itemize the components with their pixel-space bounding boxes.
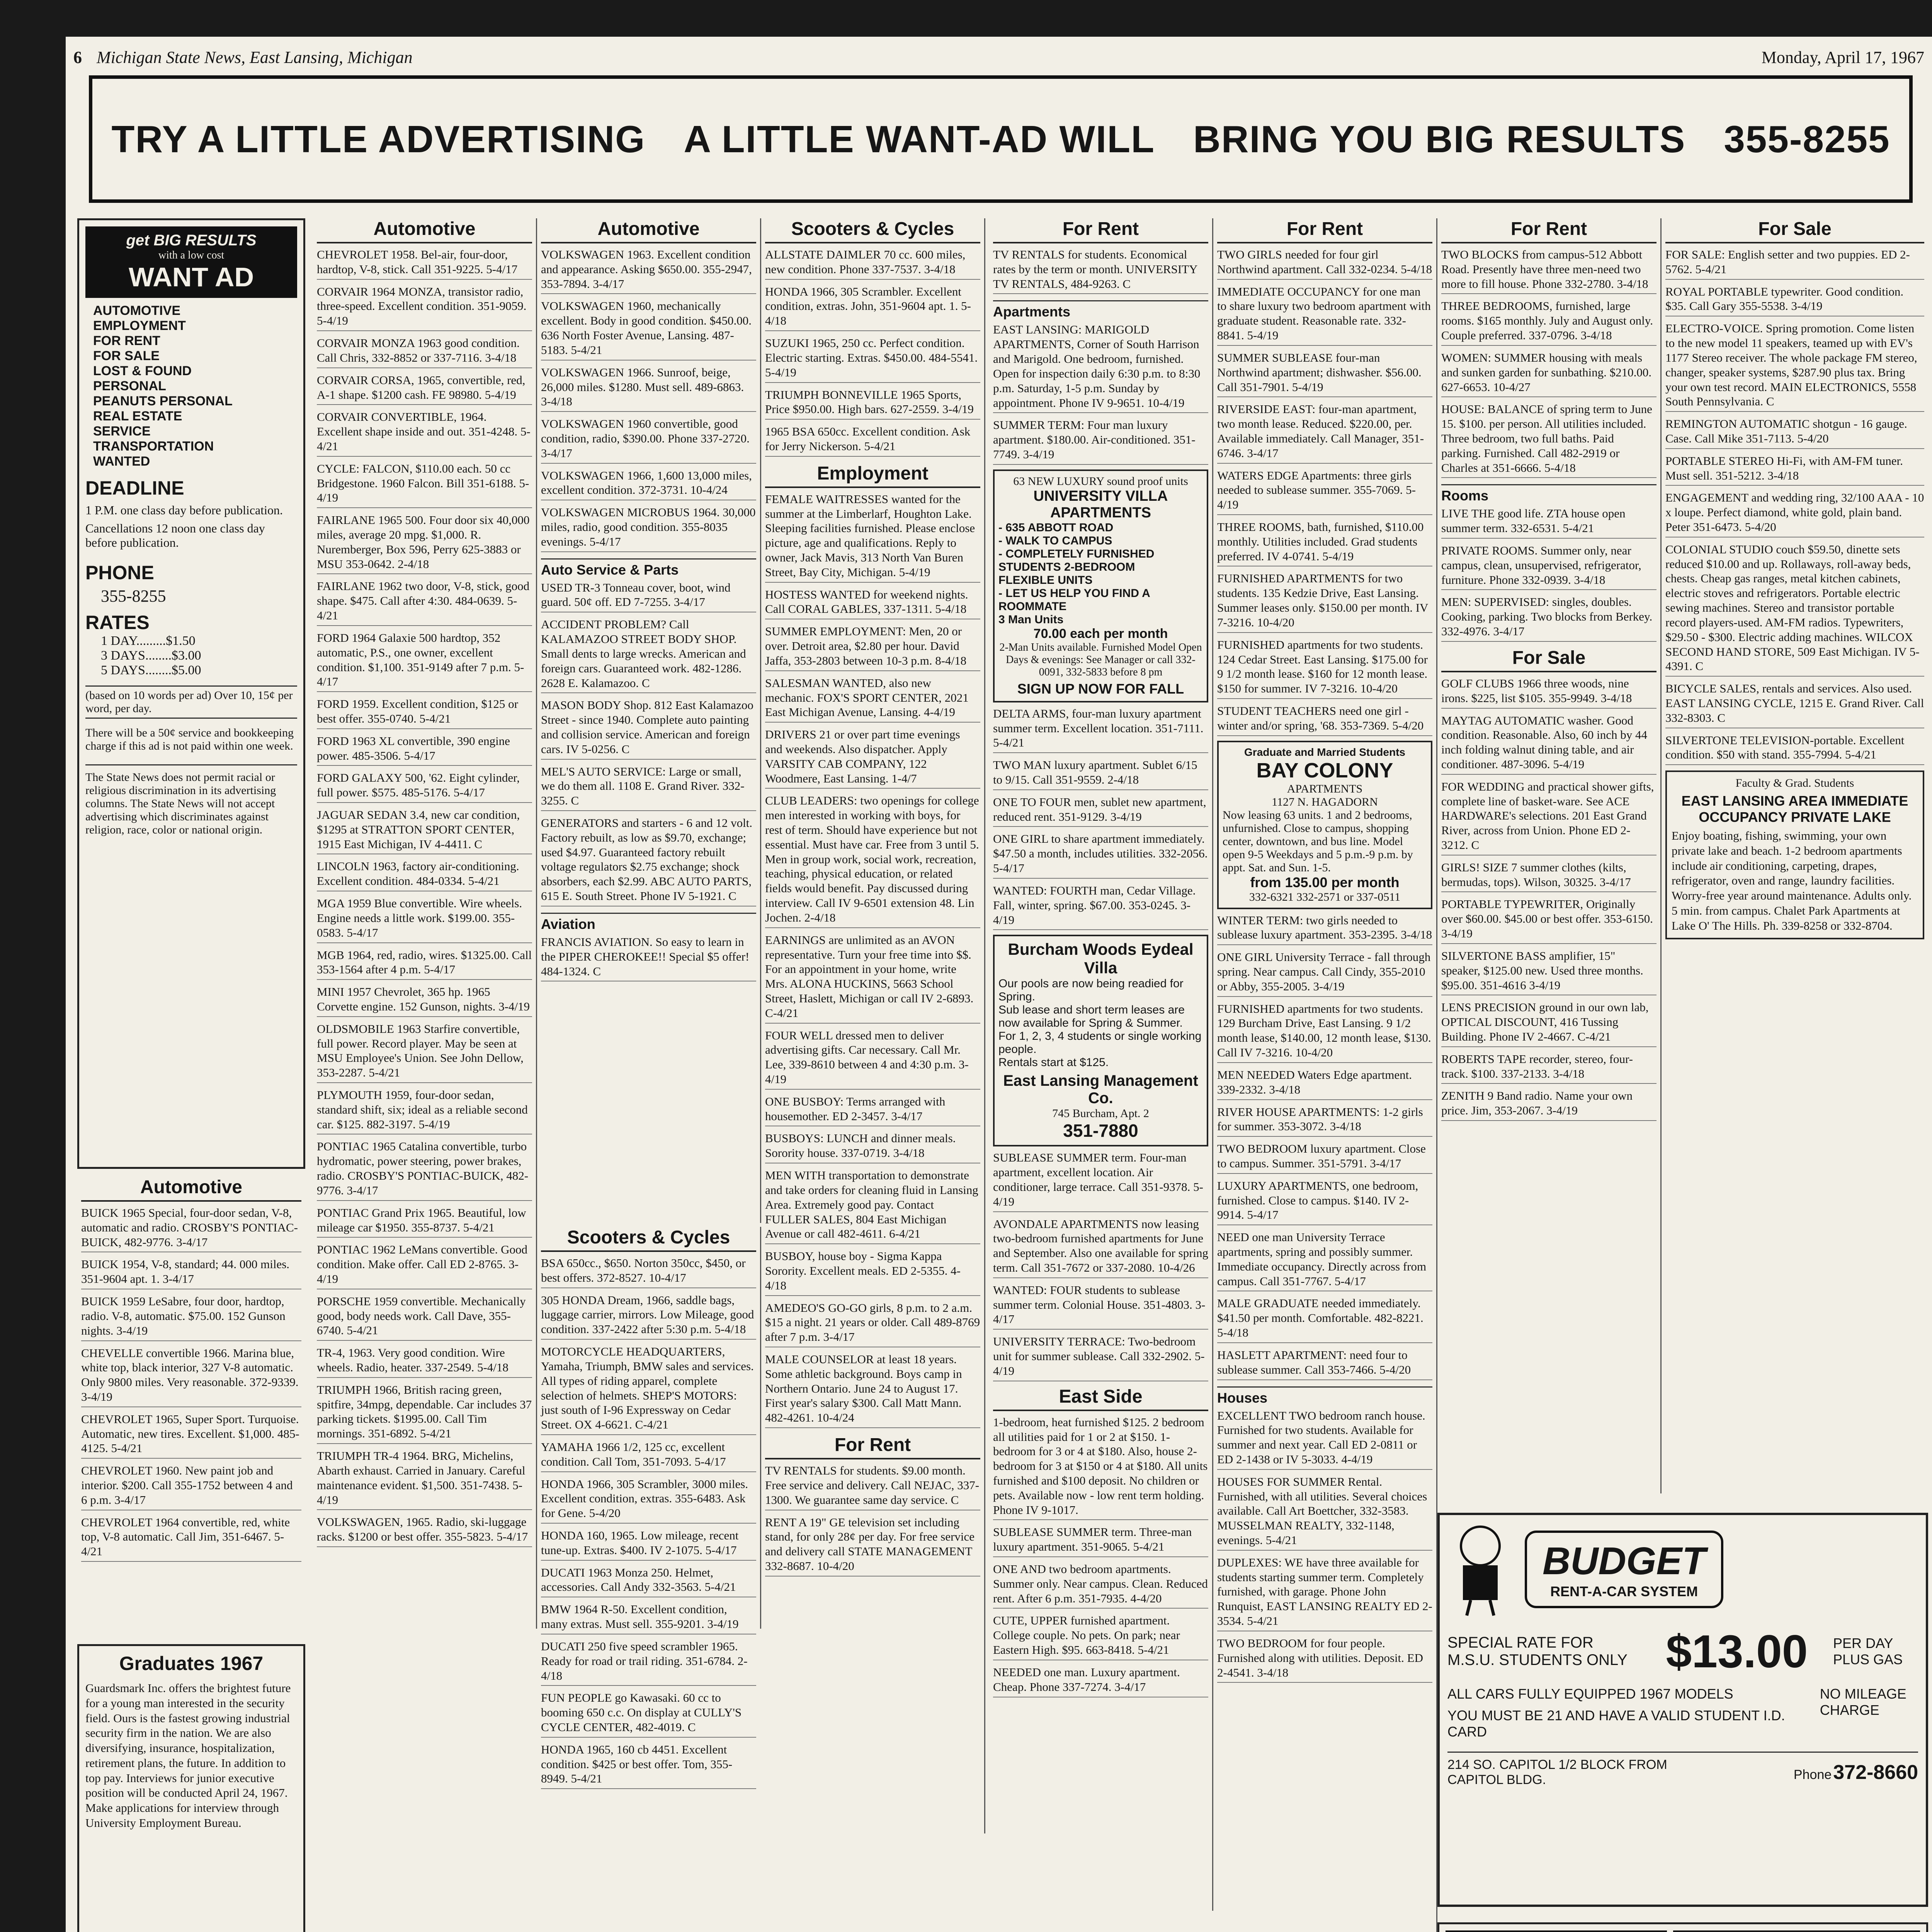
budget-special: SPECIAL RATE FOR M.S.U. STUDENTS ONLY <box>1447 1634 1628 1668</box>
classified-ad: ACCIDENT PROBLEM? Call KALAMAZOO STREET BODY SHOP. Small dents to large wrecks. American and foreign cars. Guaranteed work. 482-1286. 2628 E. Kalamazoo. C <box>541 617 756 693</box>
classified-ad: TWO BLOCKS from campus-512 Abbott Road. Presently have three men-need two more to fill house. Phone 332-2780. 3-4/18 <box>1441 247 1656 294</box>
budget-lines <box>1447 1686 1820 1740</box>
burcham-line: Rentals start at $125. <box>998 1056 1109 1069</box>
classified-ad: HOUSES FOR SUMMER Rental. Furnished, with all utilities. Several choices available. Call Art Boettcher, 332-3583. MUSSELMAN REALTY, 332-1148, evenings. 5-4/21 <box>1217 1475 1432 1551</box>
classified-ad: DUPLEXES: WE have three available for students starting summer term. Completely furnished, with garage. Phone John Runquist, EAST LANSING REALTY ED 2-3534. 5-4/21 <box>1217 1555 1432 1631</box>
paper-name: Michigan State News, East Lansing, Michigan <box>97 48 413 67</box>
classified-ad: FOUR WELL dressed men to deliver advertising gifts. Car necessary. Call Mr. Lee, 339-8610 between 4 and 4:30 p.m. 3-4/19 <box>765 1028 980 1090</box>
classified-ad: SUMMER EMPLOYMENT: Men, 20 or over. Detroit area, $2.80 per hour. David Jaffa, 353-2803 between 10-3 p.m. 8-4/18 <box>765 624 980 671</box>
banner-right: BRING YOU BIG RESULTS <box>1193 117 1686 160</box>
classified-ad: MOTORCYCLE HEADQUARTERS, Yamaha, Triumph, BMW sales and services. All types of riding apparel, complete selection of helmets. SHEP'S MOTORS: just south of I-96 Expressway on Cedar Street. OX 4-6621. C-4/21 <box>541 1344 756 1435</box>
classified-ad: HASLETT APARTMENT: need four to sublease summer. Call 353-7466. 5-4/20 <box>1217 1348 1432 1380</box>
classified-ad: VOLKSWAGEN 1960 convertible, good condition, radio, $390.00. Phone 337-2720. 3-4/17 <box>541 417 756 463</box>
rate-line: 1 DAY.........$1.50 <box>101 634 196 648</box>
budget-rent-a-car-ad <box>1437 1513 1928 1907</box>
classified-ad: TWO BEDROOM for four people. Furnished along with utilities. Deposit. ED 2-4541. 3-4/18 <box>1217 1636 1432 1683</box>
want-ad-logo <box>85 226 297 298</box>
classified-ad: FURNISHED APARTMENTS for two students. 135 Kedzie Drive, East Lansing. Summer leases only. $150.00 per month. IV 7-3216. 10-4/20 <box>1217 571 1432 633</box>
classified-ad: THREE ROOMS, bath, furnished, $110.00 monthly. Utilities included. Grad students preferred. IV 4-0741. 5-4/19 <box>1217 520 1432 566</box>
classified-ad: ELECTRO-VOICE. Spring promotion. Come listen to the new model 11 speakers, teamed up with EV's 1177 Stereo receiver. The whole package FM stereo, changer, speaker systems, $287.90 plus tax. Bring your own test record. MAIN ELECTRONICS, 5558 South Pennsylvania. C <box>1665 321 1924 412</box>
budget-logo-text: BUDGET <box>1543 1539 1706 1583</box>
budget-phone-label: Phone <box>1793 1767 1832 1782</box>
classified-ad: LUXURY APARTMENTS, one bedroom, furnished. Close to campus. $140. IV 2-9914. 5-4/17 <box>1217 1179 1432 1225</box>
banner-middle: A LITTLE WANT-AD WILL <box>684 117 1155 160</box>
bay-label: Graduate and Married Students <box>1244 746 1405 758</box>
classified-ad: PONTIAC 1965 Catalina convertible, turbo hydromatic, power steering, power brakes, radio. CROSBY'S PONTIAC-BUICK, 482-9776. 3-4/17 <box>317 1139 532 1201</box>
classified-ad: PORTABLE TYPEWRITER, Originally over $60.00. $45.00 or best offer. 353-6150. 3-4/19 <box>1441 897 1656 944</box>
classified-ad: ROBERTS TAPE recorder, stereo, four-track. $100. 337-2133. 3-4/18 <box>1441 1052 1656 1084</box>
classified-ad: FORD 1964 Galaxie 500 hardtop, 352 automatic, P.S., one owner, excellent condition. $1,100. 351-9149 after 7 p.m. 5-4/17 <box>317 631 532 692</box>
classified-ad: WATERS EDGE Apartments: three girls needed to sublease summer. 355-7069. 5-4/19 <box>1217 468 1432 515</box>
burcham-title: Burcham Woods Eydeal Villa <box>1008 940 1194 977</box>
budget-line: ALL CARS FULLY EQUIPPED 1967 MODELS <box>1447 1686 1733 1702</box>
classified-ad: GENERATORS and starters - 6 and 12 volt. Factory rebuilt, as low as $9.70, exchange; used $4.97. Guaranteed factory rebuilt voltage regulators $2.75 exchange; shock absorbers, each $2.99. ABC AUTO PARTS, 615 E. South Street. Phone IV 5-1921. C <box>541 816 756 906</box>
burcham-company: East Lansing Management Co. <box>1003 1072 1198 1107</box>
classified-ad: CUTE, UPPER furnished apartment. College couple. No pets. On park; near Eastern High. $95. 663-8418. 5-4/21 <box>993 1613 1208 1660</box>
classified-ad: ROYAL PORTABLE typewriter. Good condition. $35. Call Gary 355-5538. 3-4/19 <box>1665 284 1924 317</box>
classified-ad: JAGUAR SEDAN 3.4, new car condition, $1295 at STRATTON SPORT CENTER, 1915 East Michigan, IV 4-4411. C <box>317 808 532 854</box>
classified-ad: MINI 1957 Chevrolet, 365 hp. 1965 Corvette engine. 152 Gunson, nights. 3-4/19 <box>317 985 532 1017</box>
classified-ad: TWO BEDROOM luxury apartment. Close to campus. Summer. 351-5791. 3-4/17 <box>1217 1141 1432 1174</box>
bay-name: BAY COLONY <box>1256 759 1393 782</box>
classified-ad: SUMMER SUBLEASE four-man Northwind apartment; dishwasher. $56.00. Call 351-7901. 5-4/19 <box>1217 350 1432 397</box>
villa-cta: SIGN UP NOW FOR FALL <box>1017 680 1184 697</box>
classified-ad: 1965 BSA 650cc. Excellent condition. Ask for Jerry Nickerson. 5-4/21 <box>765 424 980 457</box>
budget-price: $13.00 <box>1666 1626 1808 1677</box>
for-rent-column-3 <box>1437 218 1662 1493</box>
classified-ad: HOSTESS WANTED for weekend nights. Call CORAL GABLES, 337-1311. 5-4/18 <box>765 587 980 620</box>
classified-ad: LIVE THE good life. ZTA house open summer term. 332-6531. 5-4/21 <box>1441 506 1656 539</box>
banner-left: TRY A LITTLE ADVERTISING <box>111 117 646 160</box>
classified-ad: TWO MAN luxury apartment. Sublet 6/15 to 9/15. Call 351-9559. 2-4/18 <box>993 758 1208 790</box>
cycles-employment-column <box>761 218 985 1833</box>
classified-ad: SILVERTONE BASS amplifier, 15" speaker, $125.00 new. Used three months. $95.00. 351-4616 3-4/19 <box>1441 949 1656 995</box>
crossword-title <box>1446 1930 1667 1932</box>
classified-ad: HONDA 1966, 305 Scrambler, 3000 miles. Excellent condition, extras. 355-6483. Ask for Gene. 5-4/20 <box>541 1477 756 1524</box>
ad-title: Graduates 1967 <box>119 1653 264 1674</box>
mascot-icon <box>1447 1523 1513 1616</box>
villa-line: - LET US HELP YOU FIND A ROOMMATE <box>998 587 1150 613</box>
classified-ad: ONE BUSBOY: Terms arranged with housemother. ED 2-3457. 3-4/17 <box>765 1094 980 1127</box>
budget-logo-row <box>1447 1523 1918 1616</box>
classified-ad: COLONIAL STUDIO couch $59.50, dinette sets reduced $10.00 and up. Rollaways, roll-away beds, chests. Cheap gas ranges, metal kitchen cabinets, electric stoves and refrigerators. Portable electric sewing machines. Stereo and transistor portable record players-used. AM-FM radios. Typewriters, $29.50 - $300. Electric adding machines. WILCOX SECOND HAND STORE, 509 East Michigan. IV 5-4391. C <box>1665 542 1924 677</box>
classified-ad: WOMEN: SUMMER housing with meals and sunken garden for sunbathing. $210.00. 627-6653. 10-4/27 <box>1441 350 1656 397</box>
classified-ad: CYCLE: FALCON, $110.00 each. 50 cc Bridgestone. 1960 Falcon. Bill 351-6188. 5-4/19 <box>317 461 532 508</box>
automotive-column-1 <box>313 218 537 1629</box>
logo-top: get BIG RESULTS <box>126 232 257 249</box>
phone-title: PHONE <box>85 562 154 583</box>
villa-line: - 635 ABBOTT ROAD <box>998 521 1114 534</box>
classified-ad: TV RENTALS for students. $9.00 month. Free service and delivery. Call NEJAC, 337-1300. We guarantee same day service. C <box>765 1463 980 1510</box>
category-item: EMPLOYMENT <box>93 318 186 333</box>
classified-ad: ONE GIRL University Terrace - fall through spring. Near campus. Call Cindy, 355-2010 or Abby, 355-2005. 3-4/19 <box>1217 950 1432 997</box>
lake-text: Enjoy boating, fishing, swimming, your own private lake and beach. 1-2 bedroom apartments include air conditioning, carpeting, drapes, refrigerator, oven and range, laundry facilities. Worry-free year around maintenance. Adults only. 5 min. from campus. Chalet Park Apartments at Lake O' The Hills. Ph. 339-8258 or 332-8704. <box>1672 829 1912 932</box>
classified-ad: PORTABLE STEREO Hi-Fi, with AM-FM tuner. Must sell. 351-5212. 3-4/18 <box>1665 454 1924 486</box>
classified-ad: SUMMER TERM: Four man luxury apartment. $180.00. Air-conditioned. 351-7749. 3-4/19 <box>993 418 1208 464</box>
classified-ad: USED TR-3 Tonneau cover, boot, wind guard. 50¢ off. ED 7-7255. 3-4/17 <box>541 580 756 613</box>
classified-ad: ZENITH 9 Band radio. Name your own price. Jim, 353-2067. 3-4/19 <box>1441 1088 1656 1121</box>
villa-line: 3 Man Units <box>998 613 1064 626</box>
classified-ad: MEL'S AUTO SERVICE: Large or small, we do them all. 1108 E. Grand River. 332-3255. C <box>541 764 756 811</box>
section-subhead: Rooms <box>1441 484 1656 504</box>
budget-details-row <box>1447 1686 1918 1740</box>
classified-ad: HONDA 1965, 160 cb 4451. Excellent condition. $425 or best offer. Tom, 355-8949. 5-4/21 <box>541 1742 756 1789</box>
classified-ad: 1-bedroom, heat furnished $125. 2 bedroom all utilities paid for 1 or 2 at $150. 1-bedroom for 3 or 4 at $180. Also, house 2-bedroom for 3 at $150 or 4 at $180. All units furnished and $100 deposit. No children or pets. Available now - low rent term holding. Phone IV 9-1017. <box>993 1415 1208 1520</box>
classified-ad: ONE AND two bedroom apartments. Summer only. Near campus. Clean. Reduced rent. After 6 p.m. 351-7935. 4-4/20 <box>993 1562 1208 1609</box>
classified-ad: VOLKSWAGEN 1966. Sunroof, beige, 26,000 miles. $1280. Must sell. 489-6863. 3-4/18 <box>541 365 756 412</box>
for-sale-column <box>1662 218 1928 1493</box>
classified-ad: FORD 1959. Excellent condition, $125 or best offer. 355-0740. 5-4/21 <box>317 697 532 729</box>
classified-ad: SUBLEASE SUMMER term. Four-man apartment, excellent location. Air conditioner, large terrace. Call 351-9378. 5-4/19 <box>993 1150 1208 1212</box>
classified-ad: PONTIAC Grand Prix 1965. Beautiful, low mileage car $1950. 355-8737. 5-4/21 <box>317 1206 532 1238</box>
classified-ad: AVONDALE APARTMENTS now leasing two-bedroom furnished apartments for June and September. Also one available for spring term. Call 351-7672 or 337-2080. 10-4/26 <box>993 1217 1208 1278</box>
classified-ad: EAST LANSING: MARIGOLD APARTMENTS, Corner of South Harrison and Marigold. One bedroom, furnished. Open for inspection daily 6:30 p.m. to 8:30 p.m. Saturday, 1-5 p.m. Sunday by appointment. Phone IV 9-9651. 10-4/19 <box>993 322 1208 413</box>
classified-ad: UNIVERSITY TERRACE: Two-bedroom unit for summer sublease. Call 332-2902. 5-4/19 <box>993 1334 1208 1381</box>
budget-no-mileage: NO MILEAGE CHARGE <box>1820 1686 1906 1718</box>
info-phone: 355-8255 <box>101 587 166 605</box>
classified-ad: REMINGTON AUTOMATIC shotgun - 16 gauge. Case. Call Mike 351-7113. 5-4/20 <box>1665 417 1924 449</box>
private-lake-ad <box>1665 770 1924 939</box>
rate-line: 5 DAYS........$5.00 <box>101 663 201 677</box>
classified-ad: RIVER HOUSE APARTMENTS: 1-2 girls for summer. 353-3072. 3-4/18 <box>1217 1105 1432 1137</box>
classified-ad: WINTER TERM: two girls needed to sublease luxury apartment. 353-2395. 3-4/18 <box>1217 913 1432 946</box>
classified-ad: BUSBOY, house boy - Sigma Kappa Sorority. Excellent meals. ED 2-5355. 4-4/18 <box>765 1249 980 1296</box>
classified-ad: BUSBOYS: LUNCH and dinner meals. Sorority house. 337-0719. 3-4/18 <box>765 1131 980 1163</box>
scooters-lower-column <box>537 1227 761 1786</box>
automotive-column-2 <box>537 218 761 1223</box>
classified-ad: EXCELLENT TWO bedroom ranch house. Furnished for two students. Available for summer and next year. Call ED 2-0811 or ED 2-1438 or IV 5-3033. 4-4/19 <box>1217 1408 1432 1470</box>
classified-ad: HONDA 1966, 305 Scrambler. Excellent condition, extras. John, 351-9604 apt. 1. 5-4/18 <box>765 284 980 331</box>
classified-ad: MEN WITH transportation to demonstrate and take orders for cleaning fluid in Lansing Area. Extremely good pay. Contact FULLER SALES, 804 East Michigan Avenue or call 482-4611. 6-4/21 <box>765 1168 980 1244</box>
classified-ad: TRIUMPH 1966, British racing green, spitfire, 34mpg, dependable. Car includes 37 parking tickets. $1995.00. Call Tim mornings. 351-6892. 5-4/21 <box>317 1383 532 1444</box>
section-subhead: Aviation <box>541 913 756 932</box>
classified-ad: CHEVROLET 1960. New paint job and interior. $200. Call 355-1752 between 4 and 6 p.m. 3-4/17 <box>81 1463 301 1510</box>
classified-ad: PLYMOUTH 1959, four-door sedan, standard shift, six; ideal as a reliable second car. $125. 882-3197. 5-4/19 <box>317 1088 532 1134</box>
classified-ad: OLDSMOBILE 1963 Starfire convertible, full power. Record player. May be seen at MSU Employee's Union. See John Dellow, 353-2287. 5-4/21 <box>317 1022 532 1083</box>
burcham-phone: 351-7880 <box>1063 1121 1138 1141</box>
category-item: FOR SALE <box>93 349 160 363</box>
lake-label: Faculty & Grad. Students <box>1735 777 1854 790</box>
classified-ad: FRANCIS AVIATION. So easy to learn in the PIPER CHEROKEE!! Special $5 offer! 484-1324. C <box>541 935 756 981</box>
classified-ad: THREE BEDROOMS, furnished, large rooms. $165 monthly. July and August only. Couple preferred. 337-0796. 3-4/18 <box>1441 299 1656 345</box>
villa-note: 2-Man Units available. Furnished Model Open Days & evenings: See Manager or call 332-0091, 332-5833 before 8 pm <box>999 641 1202 678</box>
classified-ad: PRIVATE ROOMS. Summer only, near campus, clean, unsupervised, refrigerator, furniture. Phone 332-0939. 3-4/18 <box>1441 543 1656 590</box>
classified-ad: LENS PRECISION ground in our own lab, OPTICAL DISCOUNT, 416 Tussing Building. Phone IV 2-4667. C-4/21 <box>1441 1000 1656 1047</box>
classified-ad: FORD 1963 XL convertible, 390 engine power. 485-3506. 5-4/17 <box>317 734 532 766</box>
classified-ad: VOLKSWAGEN 1963. Excellent condition and appearance. Asking $650.00. 355-2947, 353-7894. 3-4/17 <box>541 247 756 294</box>
classified-ad: GOLF CLUBS 1966 three woods, nine irons. $225, list $105. 355-9949. 3-4/18 <box>1441 676 1656 709</box>
budget-footer <box>1447 1752 1918 1787</box>
burcham-features <box>998 977 1203 1069</box>
classified-ad: TRIUMPH BONNEVILLE 1965 Sports, Price $950.00. High bars. 627-2559. 3-4/19 <box>765 388 980 420</box>
classified-ad: WANTED: FOURTH man, Cedar Village. Fall, winter, spring. $67.00. 353-0245. 3-4/19 <box>993 883 1208 930</box>
classified-ad: MEN NEEDED Waters Edge apartment. 339-2332. 3-4/18 <box>1217 1068 1432 1100</box>
budget-address: 214 SO. CAPITOL 1/2 BLOCK FROM CAPITOL BLDG. <box>1447 1757 1667 1787</box>
burcham-line: For 1, 2, 3, 4 students or single working people. <box>998 1030 1202 1056</box>
classified-ad: MAYTAG AUTOMATIC washer. Good condition. Reasonable. Also, 60 inch by 44 inch folding walnut dining table, and air conditioner. 487-3096. 5-4/19 <box>1441 713 1656 775</box>
burcham-line: Sub lease and short term leases are now available for Spring & Summer. <box>998 1003 1185 1030</box>
logo-tag: with a low cost <box>158 249 224 261</box>
classified-ad: CORVAIR 1964 MONZA, transistor radio, three-speed. Excellent condition. 351-9059. 5-4/19 <box>317 284 532 331</box>
category-item: SERVICE <box>93 424 151 439</box>
section-head: Scooters & Cycles <box>765 218 980 243</box>
classified-ad: STUDENT TEACHERS need one girl - winter and/or spring, '68. 353-7369. 5-4/20 <box>1217 704 1432 736</box>
classified-ad: PORSCHE 1959 convertible. Mechanically good, body needs work. Call Dave, 355-6740. 5-4/21 <box>317 1294 532 1341</box>
page-number: 6 <box>73 48 82 67</box>
classified-ad: DELTA ARMS, four-man luxury apartment summer term. Excellent location. 351-7111. 5-4/21 <box>993 706 1208 753</box>
classified-ad: FURNISHED apartments for two students. 129 Burcham Drive, East Lansing. 9 1/2 month lease, $140.00, 12 month lease, $130. Call IV 7-3216. 10-4/20 <box>1217 1002 1432 1063</box>
classified-ad: TWO GIRLS needed for four girl Northwind apartment. Call 332-0234. 5-4/18 <box>1217 247 1432 280</box>
deadline-text: 1 P.M. one class day before publication. <box>85 503 283 517</box>
classified-ad: DUCATI 1963 Monza 250. Helmet, accessories. Call Andy 332-3563. 5-4/21 <box>541 1565 756 1598</box>
villa-line: FLEXIBLE UNITS <box>998 573 1093 587</box>
category-item: WANTED <box>93 454 150 469</box>
classified-ad: LINCOLN 1963, factory air-conditioning. Excellent condition. 484-0334. 5-4/21 <box>317 859 532 891</box>
section-subhead: Auto Service & Parts <box>541 558 756 578</box>
classified-ad: ENGAGEMENT and wedding ring, 32/100 AAA - 10 x loupe. Perfect diamond, white gold, plain band. Peter 351-6473. 5-4/20 <box>1665 490 1924 537</box>
classified-ad: 305 HONDA Dream, 1966, saddle bags, luggage carrier, mirrors. Low Mileage, good condition. 337-2422 after 5:30 p.m. 5-4/18 <box>541 1293 756 1340</box>
budget-phone: 372-8660 <box>1833 1761 1918 1784</box>
classified-ad: BMW 1964 R-50. Excellent condition, many extras. Must sell. 355-9201. 3-4/19 <box>541 1602 756 1634</box>
section-subhead: Apartments <box>993 300 1208 320</box>
classified-ad: BUICK 1959 LeSabre, four door, hardtop, radio. V-8, automatic. $75.00. 152 Gunson nights. 3-4/19 <box>81 1294 301 1341</box>
for-rent-column-2 <box>1213 218 1437 1932</box>
advertising-banner <box>89 75 1913 203</box>
cancel-text: Cancellations 12 noon one class day before publication. <box>85 521 265 549</box>
logo-text: WANT AD <box>128 262 254 292</box>
automotive-lower-column <box>77 1177 305 1558</box>
classified-ad: MASON BODY Shop. 812 East Kalamazoo Street - since 1940. Complete auto painting and collision service. American and foreign cars. IV 5-0256. C <box>541 698 756 759</box>
deadline-title: DEADLINE <box>85 477 184 499</box>
classified-ad: BICYCLE SALES, rentals and services. Also used. EAST LANSING CYCLE, 1215 E. Grand River. Call 332-8303. C <box>1665 681 1924 728</box>
crossword-clues-left <box>1446 1930 1667 1932</box>
bay-phones: 332-6321 332-2571 or 337-0511 <box>1249 890 1401 903</box>
budget-logo-sub: RENT-A-CAR SYSTEM <box>1550 1583 1698 1599</box>
classified-ad: VOLKSWAGEN, 1965. Radio, ski-luggage racks. $1200 or best offer. 355-5823. 5-4/17 <box>317 1515 532 1547</box>
classified-ad: GIRLS! SIZE 7 summer clothes (kilts, bermudas, tops). Wilson, 30325. 3-4/17 <box>1441 860 1656 893</box>
service-note: There will be a 50¢ service and bookkeeping charge if this ad is not paid within one week. <box>85 726 294 752</box>
classified-ad: PONTIAC 1962 LeMans convertible. Good condition. Make offer. Call ED 2-8765. 3-4/19 <box>317 1242 532 1289</box>
want-ad-info-box <box>77 218 305 1169</box>
budget-logo <box>1525 1531 1723 1608</box>
classified-ad: BUICK 1965 Special, four-door sedan, V-8, automatic and radio. CROSBY'S PONTIAC-BUICK, 482-9776. 3-4/17 <box>81 1206 301 1252</box>
for-rent-column-1 <box>989 218 1213 1911</box>
section-head: For Rent <box>1217 218 1432 243</box>
section-head: Automotive <box>81 1177 301 1202</box>
rates-note: (based on 10 words per ad) Over 10, 15¢ per word, per day. <box>85 685 297 719</box>
crossword-top <box>1446 1930 1920 1932</box>
villa-line: - COMPLETELY FURNISHED STUDENTS 2-BEDROOM <box>998 547 1155 573</box>
graduates-1967-ad <box>77 1644 305 1932</box>
classified-ad: RIVERSIDE EAST: four-man apartment, two month lease. Reduced. $220.00, per. Available immediately. Call Manager, 351-6746. 3-4/17 <box>1217 402 1432 463</box>
rate-line: 3 DAYS........$3.00 <box>101 648 201 663</box>
burcham-line: Our pools are now being readied for Spring. <box>998 977 1184 1003</box>
classified-ad: CHEVROLET 1958. Bel-air, four-door, hardtop, V-8, stick. Call 351-9225. 5-4/17 <box>317 247 532 280</box>
classified-ad: SILVERTONE TELEVISION-portable. Excellent condition. $50 with stand. 355-7994. 5-4/21 <box>1665 733 1924 765</box>
burcham-woods-ad <box>993 935 1208 1146</box>
classified-ad: VOLKSWAGEN 1966, 1,600 13,000 miles, excellent condition. 372-3731. 10-4/24 <box>541 468 756 501</box>
category-item: AUTOMOTIVE <box>93 303 181 318</box>
villa-top: 63 NEW LUXURY sound proof units <box>1013 474 1188 488</box>
bay-text: Now leasing 63 units. 1 and 2 bedrooms, unfurnished. Close to campus, shopping center, downtown, and bus line. Model open 9-5 Weekdays and 5 p.m.-9 p.m. by appt. Sat. and Sun. 1-5. <box>1223 808 1413 874</box>
ad-body: Guardsmark Inc. offers the brightest future for a young man interested in the security field. Ours is the fastest growing industrial security firm in the nation. We are also diversifying, insurance, hospitalization, retirement plans, the future. In addition to top pay. Interviews for junior executive position will be conducted April 24, 1967. Make applications for interview through University Employment Bureau. <box>85 1681 291 1830</box>
classified-ad: FORD GALAXY 500, '62. Eight cylinder, full power. $575. 485-5176. 5-4/17 <box>317 770 532 803</box>
classified-ad: VOLKSWAGEN MICROBUS 1964. 30,000 miles, radio, good condition. 355-8035 evenings. 5-4/17 <box>541 505 756 552</box>
classified-ad: BSA 650cc., $650. Norton 350cc, $450, or best offers. 372-8527. 10-4/17 <box>541 1256 756 1288</box>
category-item: LOST & FOUND <box>93 364 192 378</box>
solution-grid <box>1673 1930 1920 1932</box>
newspaper-page <box>66 37 1932 1932</box>
classified-ad: AMEDEO'S GO-GO girls, 8 p.m. to 2 a.m. $15 a night. 21 years or older. Call 489-8769 after 7 p.m. 3-4/17 <box>765 1301 980 1347</box>
bay-address: 1127 N. HAGADORN <box>1272 795 1378 808</box>
classified-ad: TRIUMPH TR-4 1964. BRG, Michelins, Abarth exhaust. Carried in January. Careful maintenance evident. $1,500. 351-7438. 5-4/19 <box>317 1449 532 1510</box>
category-item: PERSONAL <box>93 379 166 393</box>
category-item: TRANSPORTATION <box>93 439 214 454</box>
section-head: For Rent <box>765 1434 980 1459</box>
section-head: For Rent <box>1441 218 1656 243</box>
villa-price: 70.00 each per month <box>1033 626 1168 641</box>
classified-ad: WANTED: FOUR students to sublease summer term. Colonial House. 351-4803. 3-4/17 <box>993 1283 1208 1330</box>
classified-ad: SUBLEASE SUMMER term. Three-man luxury apartment. 351-9065. 5-4/21 <box>993 1525 1208 1557</box>
section-head: Automotive <box>541 218 756 243</box>
classified-ad: CORVAIR MONZA 1963 good condition. Call Chris, 332-8852 or 337-7116. 3-4/18 <box>317 336 532 368</box>
section-head: For Rent <box>993 218 1208 243</box>
classified-ad: MEN: SUPERVISED: singles, doubles. Cooking, parking. Two blocks from Berkey. 332-4976. 3-4/17 <box>1441 595 1656 641</box>
section-head: Employment <box>765 463 980 488</box>
section-head: Automotive <box>317 218 532 243</box>
villa-features <box>998 521 1203 626</box>
classified-ad: FOR SALE: English setter and two puppies. ED 2-5762. 5-4/21 <box>1665 247 1924 280</box>
classified-ad: CHEVROLET 1964 convertible, red, white top, V-8 automatic. Call Jim, 351-6467. 5-4/21 <box>81 1515 301 1562</box>
classified-ad: BUICK 1954, V-8, standard; 44. 000 miles. 351-9604 apt. 1. 3-4/17 <box>81 1257 301 1289</box>
budget-price-row <box>1447 1625 1918 1678</box>
budget-per: PER DAY PLUS GAS <box>1833 1635 1903 1667</box>
issue-date: Monday, April 17, 1967 <box>1761 48 1924 67</box>
classified-ad: CORVAIR CORSA, 1965, convertible, red, A-1 shape. $1200 cash. FE 98980. 5-4/19 <box>317 373 532 405</box>
bay-sub: APARTMENTS <box>1287 782 1363 795</box>
classified-ad: DRIVERS 21 or over part time evenings and weekends. Also dispatcher. Apply VARSITY CAB COMPANY, 122 Woodmere, East Lansing. 1-4/7 <box>765 727 980 789</box>
classified-ad: ALLSTATE DAIMLER 70 cc. 600 miles, new condition. Phone 337-7537. 3-4/18 <box>765 247 980 280</box>
classified-ad: ONE TO FOUR men, sublet new apartment, reduced rent. 351-9129. 3-4/19 <box>993 795 1208 827</box>
category-list <box>93 303 297 469</box>
classified-ad: NEEDED one man. Luxury apartment. Cheap. Phone 337-7274. 3-4/17 <box>993 1665 1208 1697</box>
classified-ad: FAIRLANE 1965 500. Four door six 40,000 miles, average 20 mpg. $1,000. R. Nuremberger, Box 596, Perry 625-3883 or MSU 353-0642. 2-4/18 <box>317 513 532 574</box>
section-subhead: Houses <box>1217 1386 1432 1406</box>
classified-ad: TR-4, 1963. Very good condition. Wire wheels. Radio, heater. 337-2549. 5-4/18 <box>317 1345 532 1378</box>
classified-ad: CLUB LEADERS: two openings for college men interested in working with boys, for rest of term. Should have experience but not essential. Must have car. Free from 3 until 5. Men in group work, social work, recreation, teaching, physical education, or related fields would benefit. Pay discussed during interview. Call IV 9-6501 extension 48. Lin Jochen. 2-4/18 <box>765 793 980 928</box>
budget-line: YOU MUST BE 21 AND HAVE A VALID STUDENT I.D. CARD <box>1447 1708 1785 1740</box>
classified-ad: CHEVROLET 1965, Super Sport. Turquoise. Automatic, new tires. Excellent. $1,000. 485-4125. 5-4/21 <box>81 1412 301 1459</box>
classified-ad: IMMEDIATE OCCUPANCY for one man to share luxury two bedroom apartment with graduate student. Reasonable rate. 332-8841. 5-4/19 <box>1217 284 1432 346</box>
university-villa-ad <box>993 469 1208 702</box>
section-head: For Sale <box>1665 218 1924 243</box>
bay-colony-ad <box>1217 741 1432 909</box>
classified-ad: SALESMAN WANTED, also new mechanic. FOX'S SPORT CENTER, 2021 East Michigan Avenue, Lansing. 4-4/19 <box>765 676 980 723</box>
classified-ad: CORVAIR CONVERTIBLE, 1964. Excellent shape inside and out. 351-4248. 5-4/21 <box>317 410 532 456</box>
classified-ad: MGB 1964, red, radio, wires. $1325.00. Call 353-1564 after 4 p.m. 5-4/17 <box>317 948 532 980</box>
classified-ad: YAMAHA 1966 1/2, 125 cc, excellent condition. Call Tom, 351-7093. 5-4/17 <box>541 1440 756 1472</box>
classified-ad: FAIRLANE 1962 two door, V-8, stick, good shape. $475. Call after 4:30. 484-0639. 5-4/21 <box>317 579 532 626</box>
classified-ad: MALE COUNSELOR at least 18 years. Some athletic background. Boys camp in Northern Ontario. June 24 to August 17. First year's salary $300. Call Matt Mann. 482-4261. 10-4/24 <box>765 1352 980 1428</box>
lake-title: EAST LANSING AREA IMMEDIATE OCCUPANCY PRIVATE LAKE <box>1681 793 1908 825</box>
bay-price: from 135.00 per month <box>1250 874 1400 890</box>
crossword-puzzle <box>1437 1922 1928 1932</box>
banner-phone: 355-8255 <box>1724 117 1890 160</box>
villa-line: - WALK TO CAMPUS <box>998 534 1112 547</box>
classified-ad: RENT A 19" GE television set including stand, for only 28¢ per day. For free service and delivery call STATE MANAGEMENT 332-8687. 10-4/20 <box>765 1515 980 1577</box>
section-head: For Sale <box>1441 647 1656 672</box>
section-head: Scooters & Cycles <box>541 1227 756 1252</box>
section-head: East Side <box>993 1386 1208 1411</box>
classified-ad: EARNINGS are unlimited as an AVON representative. Turn your free time into $$. For an appointment in your home, write Mrs. ALONA HUCKINS, 5663 School Street, Haslett, Michigan or call IV 2-6893. C-4/21 <box>765 933 980 1024</box>
classified-ad: VOLKSWAGEN 1960, mechanically excellent. Body in good condition. $450.00. 636 North Foster Avenue, Lansing. 487-5183. 5-4/21 <box>541 299 756 360</box>
classified-ad: DUCATI 250 five speed scrambler 1965. Ready for road or trail riding. 351-6784. 2-4/18 <box>541 1639 756 1686</box>
category-item: PEANUTS PERSONAL <box>93 394 233 408</box>
classified-ad: CHEVELLE convertible 1966. Marina blue, white top, black interior, 327 V-8 automatic. Only 9800 miles. Very reasonable. 372-9339. 3-4/19 <box>81 1346 301 1407</box>
classified-ad: TV RENTALS for students. Economical rates by the term or month. UNIVERSITY TV RENTALS, 484-9263. C <box>993 247 1208 294</box>
classified-ad: MALE GRADUATE needed immediately. $41.50 per month. Comfortable. 482-8221. 5-4/18 <box>1217 1296 1432 1343</box>
classified-ad: NEED one man University Terrace apartments, spring and possibly summer. Immediate occupancy. Directly across from campus. Call 351-7767. 5-4/17 <box>1217 1230 1432 1291</box>
classified-ad: HONDA 160, 1965. Low mileage, recent tune-up. Extras. $400. IV 2-1075. 5-4/17 <box>541 1528 756 1561</box>
classified-ad: FURNISHED apartments for two students. 124 Cedar Street. East Lansing. $175.00 for 9 1/2 month lease. $160 for 12 month lease. $150 for summer. IV 7-3216. 10-4/20 <box>1217 638 1432 699</box>
classified-ad: ONE GIRL to share apartment immediately. $47.50 a month, includes utilities. 332-2056. 5-4/17 <box>993 832 1208 878</box>
classified-ad: SUZUKI 1965, 250 cc. Perfect condition. Electric starting. Extras. $450.00. 484-5541. 5-4/19 <box>765 336 980 383</box>
classified-ad: HOUSE: BALANCE of spring term to June 15. $100. per person. All utilities included. Three bedroom, two full baths. Paid parking. Furnished. Call 482-2919 or Charles at 351-6666. 5-4/18 <box>1441 402 1656 478</box>
classified-ad: FUN PEOPLE go Kawasaki. 60 cc to booming 650 c.c. On display at CULLY'S CYCLE CENTER, 482-4019. C <box>541 1690 756 1737</box>
classified-ad: FOR WEDDING and practical shower gifts, complete line of basket-ware. See ACE HARDWARE's selections. 201 East Grand River, across from Union. Phone ED 2-3212. C <box>1441 779 1656 855</box>
classified-ad: FEMALE WAITRESSES wanted for the summer at the Limberlarf, Houghton Lake. Sleeping facilities furnished. Please enclose picture, age and qualifications. Reply to owner, Jack Mavis, 313 North Van Buren Street, Bay City, Michigan. 5-4/19 <box>765 492 980 583</box>
burcham-address: 745 Burcham, Apt. 2 <box>1052 1107 1149 1120</box>
villa-name: UNIVERSITY VILLA APARTMENTS <box>1033 488 1168 521</box>
category-item: FOR RENT <box>93 333 160 348</box>
policy-note: The State News does not permit racial or religious discrimination in its advertising columns. The State News will not accept advertising which discriminates against religion, race, color or national origin. <box>85 764 297 837</box>
rates-title: RATES <box>85 612 150 633</box>
category-item: REAL ESTATE <box>93 409 182 423</box>
classified-ad: MGA 1959 Blue convertible. Wire wheels. Engine needs a little work. $199.00. 355-0583. 5-4/17 <box>317 896 532 943</box>
